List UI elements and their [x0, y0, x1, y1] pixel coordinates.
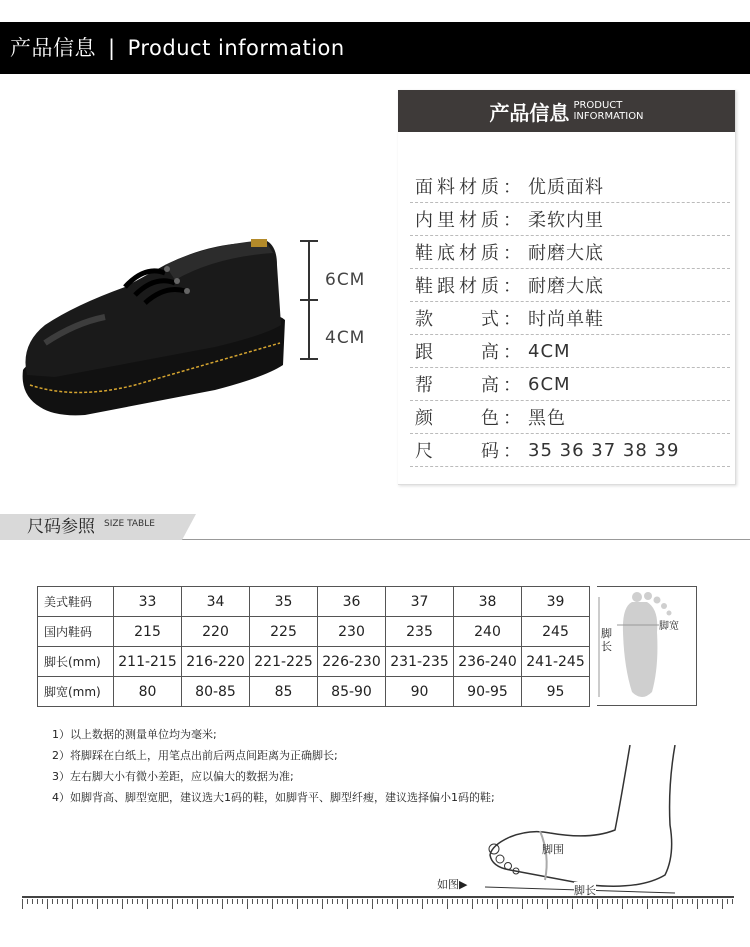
info-value: 6CM	[528, 373, 571, 395]
size-table	[37, 586, 590, 707]
info-row	[410, 401, 730, 434]
size-cell: 215	[114, 617, 182, 647]
note-item: 1）以上数据的测量单位均为毫米;	[52, 728, 217, 741]
info-value: 35 36 37 38 39	[528, 439, 680, 461]
header-separator: |	[108, 36, 116, 60]
size-cell: 245	[522, 617, 590, 647]
info-key: 颜 色：	[415, 408, 525, 429]
info-row	[410, 236, 730, 269]
info-row	[410, 368, 730, 401]
size-cell: 90-95	[454, 677, 522, 707]
info-key: 鞋底材质：	[415, 243, 525, 264]
size-title-cn: 尺码参照	[27, 517, 95, 537]
info-key: 尺 码：	[415, 441, 525, 462]
panel-title-en-line2: INFORMATION	[573, 111, 644, 122]
size-row-label: 脚宽(mm)	[38, 677, 114, 707]
measurement-notes	[52, 724, 495, 808]
size-row	[38, 647, 590, 677]
length-label: 脚长	[574, 884, 596, 897]
size-cell: 80-85	[182, 677, 250, 707]
size-cell: 241-245	[522, 647, 590, 677]
size-row-label: 脚长(mm)	[38, 647, 114, 677]
size-cell: 236-240	[454, 647, 522, 677]
size-cell: 85-90	[318, 677, 386, 707]
product-info-panel	[398, 90, 736, 485]
info-value: 柔软内里	[528, 210, 604, 231]
size-cell: 235	[386, 617, 454, 647]
size-cell: 95	[522, 677, 590, 707]
size-row	[38, 677, 590, 707]
header-title-en: Product information	[127, 36, 345, 60]
info-key: 鞋跟材质：	[415, 276, 525, 297]
size-cell: 90	[386, 677, 454, 707]
info-value: 时尚单鞋	[528, 309, 604, 330]
info-row	[410, 170, 730, 203]
height-dimension	[300, 240, 390, 360]
size-cell: 35	[250, 587, 318, 617]
size-section-header	[0, 510, 750, 540]
dimension-tick-top	[300, 240, 318, 242]
info-value: 耐磨大底	[528, 243, 604, 264]
dimension-tick-bottom	[300, 358, 318, 360]
dimension-label-heel: 4CM	[325, 328, 366, 348]
panel-header	[398, 90, 735, 132]
note-item: 2）将脚踩在白纸上，用笔点出前后两点间距离为正确脚长;	[52, 749, 338, 762]
size-row	[38, 587, 590, 617]
size-cell: 80	[114, 677, 182, 707]
info-row	[410, 269, 730, 302]
info-row	[410, 434, 730, 467]
size-cell: 36	[318, 587, 386, 617]
foot-diagram	[597, 586, 697, 706]
info-row	[410, 335, 730, 368]
info-rows	[410, 170, 730, 467]
girth-label: 脚围	[542, 843, 564, 856]
info-key: 面料材质：	[415, 177, 525, 198]
ruler	[22, 896, 734, 912]
info-row	[410, 302, 730, 335]
header-title-cn: 产品信息	[10, 36, 96, 60]
header-bar	[0, 22, 750, 74]
size-cell: 39	[522, 587, 590, 617]
info-key: 款 式：	[415, 309, 525, 330]
foot-width-label: 脚宽	[659, 617, 679, 632]
foot-length-label: 脚长	[601, 627, 612, 653]
size-cell: 240	[454, 617, 522, 647]
info-value: 4CM	[528, 340, 571, 362]
size-cell: 34	[182, 587, 250, 617]
size-cell: 230	[318, 617, 386, 647]
size-cell: 231-235	[386, 647, 454, 677]
size-row	[38, 617, 590, 647]
shoe-image	[15, 225, 295, 425]
size-cell: 220	[182, 617, 250, 647]
note-item: 4）如脚背高、脚型宽肥，建议选大1码的鞋，如脚背平、脚型纤瘦，建议选择偏小1码的鞋;	[52, 791, 495, 804]
size-title-en: SIZE TABLE	[104, 519, 155, 529]
info-key: 帮 高：	[415, 375, 525, 396]
size-cell: 221-225	[250, 647, 318, 677]
dimension-label-upper: 6CM	[325, 270, 366, 290]
size-cell: 85	[250, 677, 318, 707]
note-item: 3）左右脚大小有微小差距，应以偏大的数据为准;	[52, 770, 294, 783]
panel-title-en-line1: PRODUCT	[573, 100, 623, 111]
info-value: 耐磨大底	[528, 276, 604, 297]
size-cell: 216-220	[182, 647, 250, 677]
info-value: 优质面料	[528, 177, 604, 198]
size-row-label: 国内鞋码	[38, 617, 114, 647]
size-cell: 225	[250, 617, 318, 647]
info-value: 黑色	[528, 408, 566, 429]
size-cell: 37	[386, 587, 454, 617]
info-key: 内里材质：	[415, 210, 525, 231]
size-cell: 226-230	[318, 647, 386, 677]
size-cell: 211-215	[114, 647, 182, 677]
size-row-label: 美式鞋码	[38, 587, 114, 617]
panel-title-cn: 产品信息	[489, 100, 570, 125]
foot-measure-figure	[470, 745, 700, 895]
panel-title-en	[573, 100, 643, 122]
size-cell: 33	[114, 587, 182, 617]
size-cell: 38	[454, 587, 522, 617]
info-row	[410, 203, 730, 236]
dimension-tick-mid	[300, 299, 318, 301]
figure-pointer-label: 如图▶	[437, 878, 468, 891]
info-key: 跟 高：	[415, 342, 525, 363]
